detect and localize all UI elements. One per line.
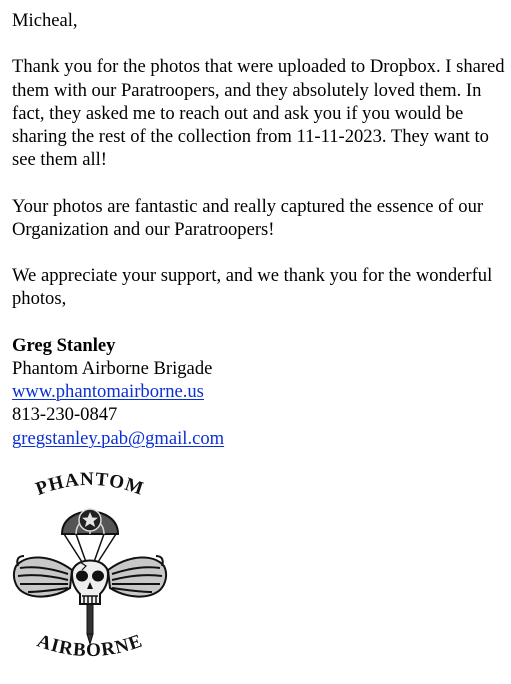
logo-bottom-text: AIRBORNE <box>34 630 146 662</box>
paragraph-closing: We appreciate your support, and we thank you for the wonderful photos, <box>12 265 493 310</box>
phantom-airborne-logo <box>10 462 170 674</box>
salutation: Micheal, <box>12 10 78 31</box>
paragraph-praise: Your photos are fantastic and really captured the essence of our Organization and our Paratroopers! <box>12 195 484 240</box>
signature-block <box>12 334 507 450</box>
email-body <box>12 9 507 450</box>
logo-top-text: PHANTOM <box>32 468 147 500</box>
paragraph-thanks: Thank you for the photos that were uploaded to Dropbox. I shared them with our Paratroopers, and they absolutely loved them. In fact, they asked me to reach out and ask you if you would be sharing the rest of the collection from 11-11-2023. They want to see them all! <box>12 56 505 171</box>
skull-icon <box>72 561 108 605</box>
right-wing <box>108 556 166 597</box>
signature-name: Greg Stanley <box>12 334 116 356</box>
signature-organization: Phantom Airborne Brigade <box>12 357 213 379</box>
left-wing <box>14 556 72 597</box>
website-link[interactable]: www.phantomairborne.us <box>12 381 204 403</box>
signature-phone: 813-230-0847 <box>12 404 118 426</box>
email-link[interactable]: gregstanley.pab@gmail.com <box>12 427 225 449</box>
